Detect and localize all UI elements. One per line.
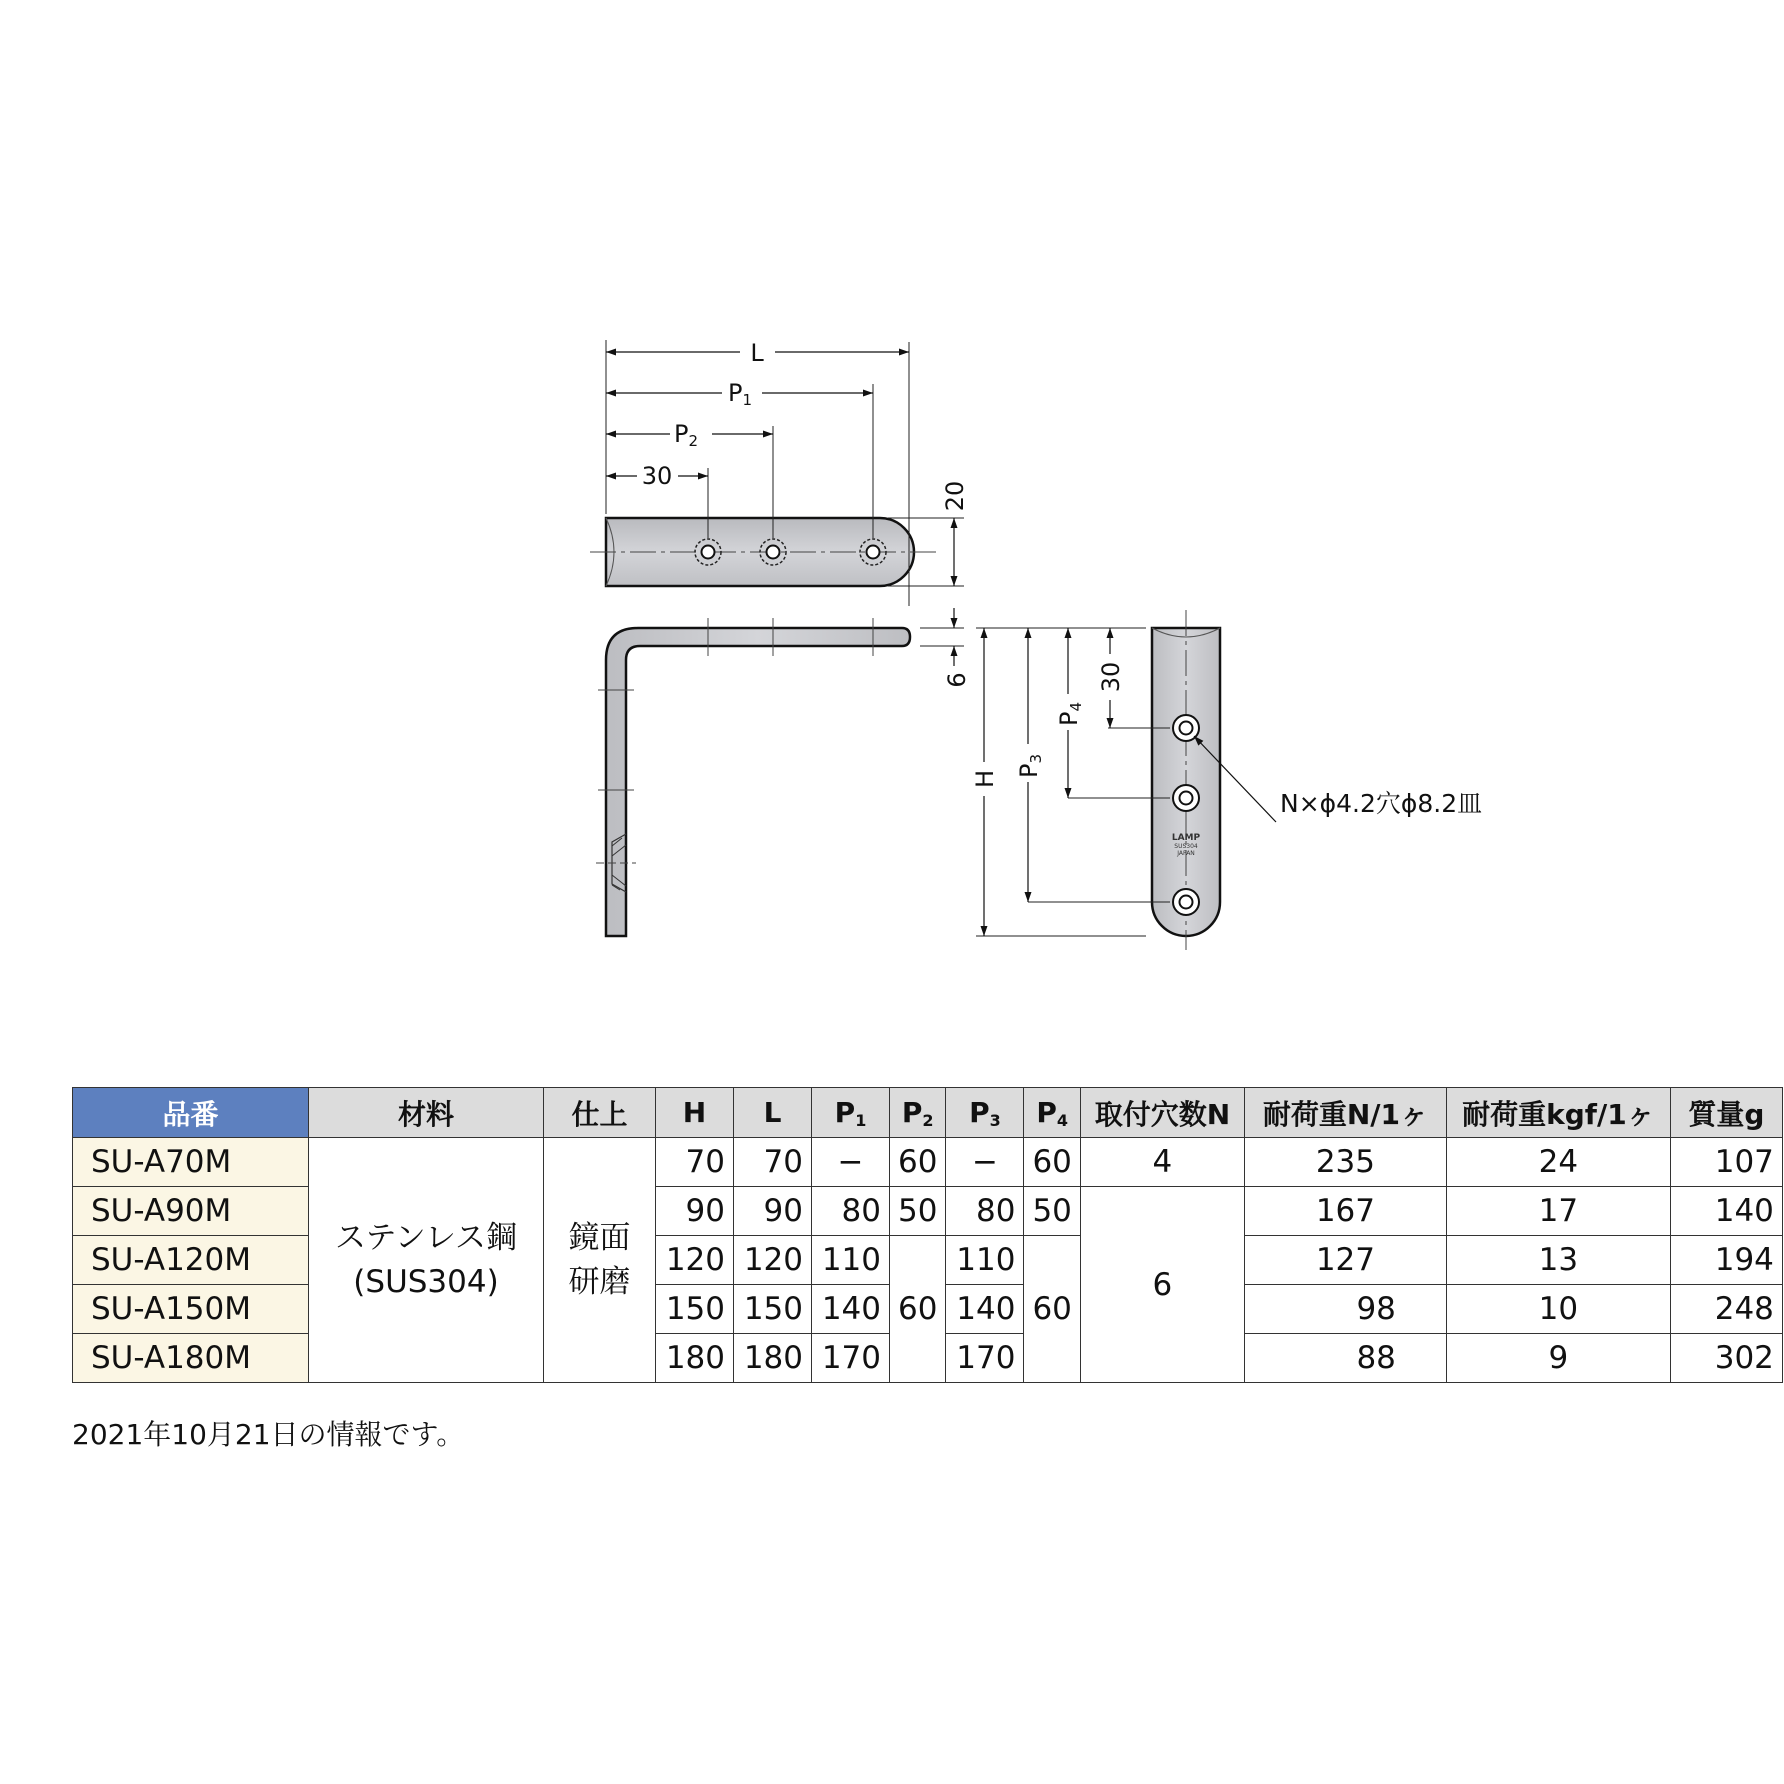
dim-P2-sub: 2 xyxy=(688,432,699,450)
cell-H: 180 xyxy=(656,1334,734,1383)
cell-P1: 110 xyxy=(812,1236,890,1285)
cell-P1: 140 xyxy=(812,1285,890,1334)
hole-side-3 xyxy=(1173,889,1199,915)
dim-P3-sub: 3 xyxy=(1027,753,1045,764)
dim-L-label: L xyxy=(750,339,764,367)
cell-L: 90 xyxy=(734,1187,812,1236)
header-holes: 取付穴数N xyxy=(1080,1088,1244,1138)
cell-load-kgf: 24 xyxy=(1446,1138,1670,1187)
cell-P1: 80 xyxy=(812,1187,890,1236)
cell-N: 4 xyxy=(1080,1138,1244,1187)
header-P2-label: P xyxy=(901,1095,923,1129)
cell-finish xyxy=(544,1138,656,1383)
stamp-brand: LAMP xyxy=(1171,833,1201,843)
cell-L: 70 xyxy=(734,1138,812,1187)
cell-part: SU-A150M xyxy=(73,1285,309,1334)
header-material: 材料 xyxy=(309,1088,544,1138)
header-P4-sub: 4 xyxy=(1056,1110,1069,1130)
cell-load-kgf: 13 xyxy=(1446,1236,1670,1285)
svg-text:P4 xyxy=(1055,702,1085,726)
side-view xyxy=(1152,610,1220,950)
dim-P1-sub: 1 xyxy=(742,391,753,409)
dim-6 xyxy=(920,608,971,688)
svg-text:P1 xyxy=(728,379,752,409)
cell-load-n: 88 xyxy=(1244,1334,1446,1383)
dim-20-label: 20 xyxy=(941,480,969,512)
cell-part: SU-A90M xyxy=(73,1187,309,1236)
cell-load-kgf: 17 xyxy=(1446,1187,1670,1236)
hole-side-2 xyxy=(1173,785,1199,811)
header-part: 品番 xyxy=(73,1088,309,1138)
spec-table xyxy=(72,1087,1783,1383)
header-P1-sub: 1 xyxy=(855,1110,867,1130)
header-load-n: 耐荷重N/1ヶ xyxy=(1244,1088,1446,1138)
dim-P3-label: P xyxy=(1015,763,1043,778)
dim-6-label: 6 xyxy=(943,672,971,688)
header-L: L xyxy=(734,1088,812,1138)
dim-P1-label: P xyxy=(728,379,743,407)
dim-P3 xyxy=(1015,628,1045,902)
cell-P3: 80 xyxy=(946,1187,1024,1236)
header-P3-sub: 3 xyxy=(989,1110,1001,1130)
cell-P2: 60 xyxy=(890,1138,946,1187)
dim-P2 xyxy=(606,420,773,450)
table-header-row xyxy=(73,1088,1783,1138)
header-P1-label: P xyxy=(834,1095,856,1129)
stamp-material: SUS304 xyxy=(1174,843,1198,850)
cell-H: 90 xyxy=(656,1187,734,1236)
info-date-note: 2021年10月21日の情報です。 xyxy=(72,1418,465,1451)
cell-part: SU-A70M xyxy=(73,1138,309,1187)
cell-load-n: 127 xyxy=(1244,1236,1446,1285)
dim-H-label: H xyxy=(971,769,999,789)
cell-H: 70 xyxy=(656,1138,734,1187)
dim-P2-label: P xyxy=(674,420,689,448)
front-view xyxy=(596,618,910,936)
svg-text:P3 xyxy=(1015,754,1045,778)
finish-line-1: 鏡面 xyxy=(568,1220,631,1256)
hole-callout xyxy=(1194,736,1482,822)
cell-load-n: 167 xyxy=(1244,1187,1446,1236)
dim-20 xyxy=(941,481,969,586)
cell-H: 120 xyxy=(656,1236,734,1285)
dim-30-side xyxy=(1097,628,1125,728)
dim-P4-label: P xyxy=(1055,711,1083,726)
dim-P4 xyxy=(1055,628,1085,798)
cell-L: 120 xyxy=(734,1236,812,1285)
header-P1 xyxy=(812,1088,890,1138)
dim-H xyxy=(971,628,999,936)
cell-P3: − xyxy=(946,1138,1024,1187)
top-view xyxy=(590,518,938,586)
cell-P3: 140 xyxy=(946,1285,1024,1334)
hole-callout-label: N×ϕ4.2穴ϕ8.2皿 xyxy=(1280,789,1483,818)
dim-30-top-label: 30 xyxy=(641,462,673,490)
cell-load-kgf: 9 xyxy=(1446,1334,1670,1383)
cell-part: SU-A180M xyxy=(73,1334,309,1383)
header-mass: 質量g xyxy=(1670,1088,1782,1138)
dim-L xyxy=(606,339,909,367)
header-P3-label: P xyxy=(969,1095,990,1129)
dim-P1 xyxy=(606,379,873,409)
cell-N-merged: 6 xyxy=(1080,1187,1244,1383)
header-P4-label: P xyxy=(1036,1095,1057,1129)
cell-load-n: 235 xyxy=(1244,1138,1446,1187)
table-row xyxy=(73,1138,1783,1187)
cell-material xyxy=(309,1138,544,1383)
finish-line-2: 研磨 xyxy=(568,1264,631,1300)
header-load-kgf: 耐荷重kgf/1ヶ xyxy=(1446,1088,1670,1138)
cell-mass: 302 xyxy=(1670,1334,1782,1383)
cell-P4-merged: 60 xyxy=(1024,1236,1080,1383)
cell-H: 150 xyxy=(656,1285,734,1334)
cell-mass: 248 xyxy=(1670,1285,1782,1334)
header-H: H xyxy=(656,1088,734,1138)
cell-P4: 60 xyxy=(1024,1138,1080,1187)
cell-L: 150 xyxy=(734,1285,812,1334)
cell-P4: 50 xyxy=(1024,1187,1080,1236)
l-bracket-profile xyxy=(606,628,910,936)
svg-text:P2 xyxy=(674,420,698,450)
dim-30-side-label: 30 xyxy=(1097,661,1125,693)
cell-load-n: 98 xyxy=(1244,1285,1446,1334)
material-line-1: ステンレス鋼 xyxy=(334,1220,518,1256)
header-P2 xyxy=(890,1088,946,1138)
header-P3 xyxy=(946,1088,1024,1138)
cell-P3: 170 xyxy=(946,1334,1024,1383)
cell-part: SU-A120M xyxy=(73,1236,309,1285)
cell-P1: 170 xyxy=(812,1334,890,1383)
cell-mass: 194 xyxy=(1670,1236,1782,1285)
cell-mass: 140 xyxy=(1670,1187,1782,1236)
cell-P1: − xyxy=(812,1138,890,1187)
cell-P2: 50 xyxy=(890,1187,946,1236)
stamp-origin: JAPAN xyxy=(1177,850,1195,857)
cell-mass: 107 xyxy=(1670,1138,1782,1187)
cell-load-kgf: 10 xyxy=(1446,1285,1670,1334)
cell-L: 180 xyxy=(734,1334,812,1383)
dim-P4-sub: 4 xyxy=(1067,701,1085,712)
dim-30-top xyxy=(606,462,708,490)
cell-P3: 110 xyxy=(946,1236,1024,1285)
header-P4 xyxy=(1024,1088,1080,1138)
cell-P2-merged: 60 xyxy=(890,1236,946,1383)
header-finish: 仕上 xyxy=(544,1088,656,1138)
material-line-2: (SUS304) xyxy=(353,1264,499,1300)
header-P2-sub: 2 xyxy=(922,1110,934,1130)
